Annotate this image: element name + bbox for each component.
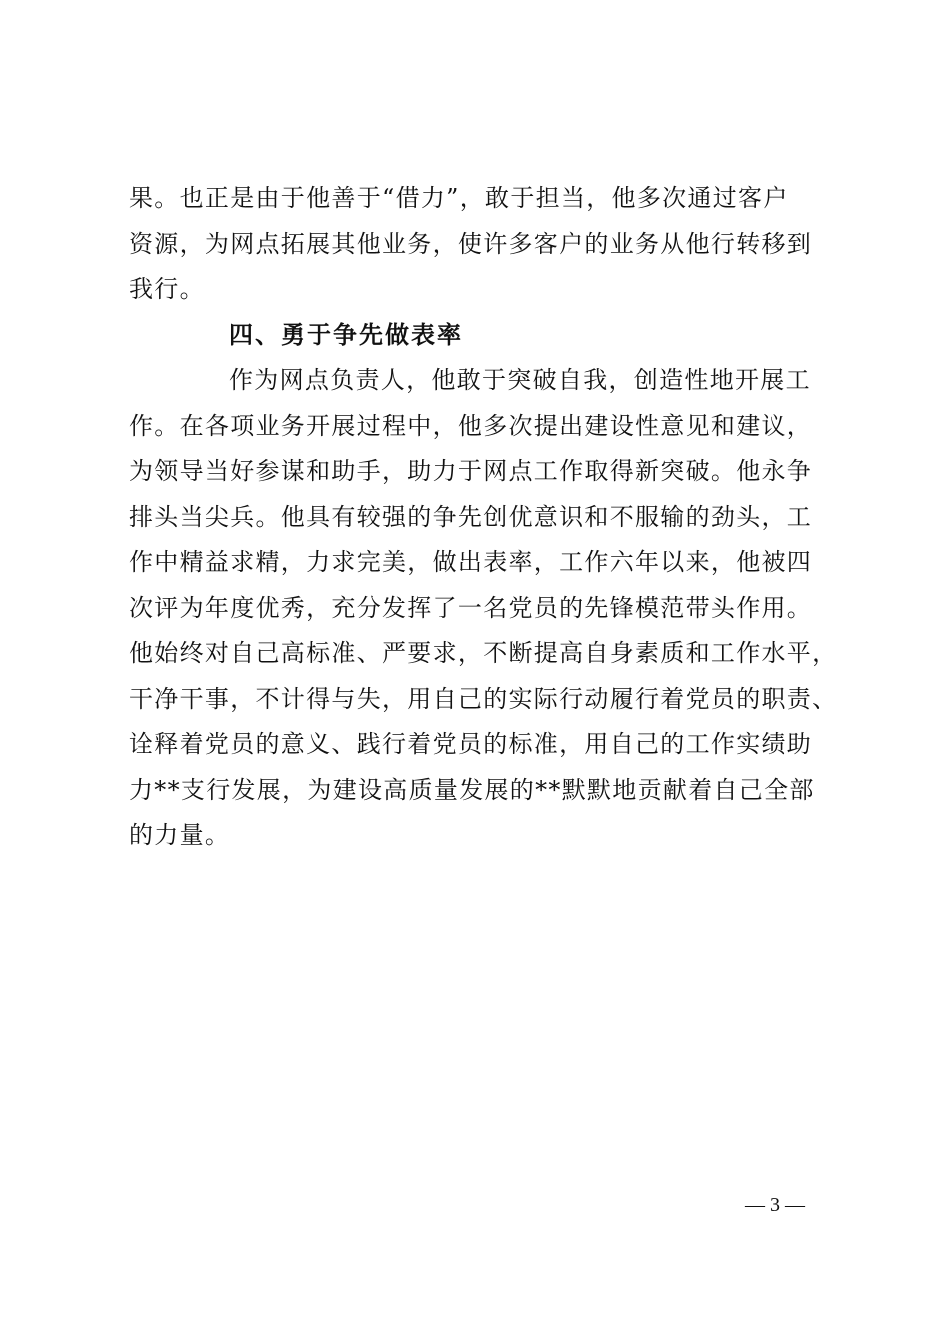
text-line: 作中精益求精，力求完美，做出表率，工作六年以来，他被四 <box>129 548 813 576</box>
text-line: 排头当尖兵。他具有较强的争先创优意识和不服输的劲头，工 <box>129 502 813 531</box>
page-number: — 3 — <box>745 1194 805 1216</box>
text-line: 资源，为网点拓展其他业务，使许多客户的业务从他行转移到 <box>129 229 813 258</box>
document-body <box>129 176 838 859</box>
text-line: 力**支行发展，为建设高质量发展的**默默地贡献着自己全部 <box>129 775 815 804</box>
text-line: 作。在各项业务开展过程中，他多次提出建设性意见和建议， <box>129 411 813 440</box>
section-heading: 四、勇于争先做表率 <box>229 320 463 349</box>
text-line: 为领导当好参谋和助手，助力于网点工作取得新突破。他永争 <box>129 457 813 485</box>
text-line: 他始终对自己高标准、严要求，不断提高自身素质和工作水平， <box>129 639 838 667</box>
text-line: 次评为年度优秀，充分发挥了一名党员的先锋模范带头作用。 <box>129 593 813 622</box>
text-line: 我行。 <box>129 275 205 303</box>
paragraph-first-line: 作为网点负责人，他敢于突破自我，创造性地开展工 <box>229 366 811 394</box>
text-line: 果。也正是由于他善于“借力”，敢于担当，他多次通过客户 <box>129 184 789 212</box>
text-line: 的力量。 <box>129 821 231 849</box>
text-line: 干净干事，不计得与失，用自己的实际行动履行着党员的职责、 <box>129 684 838 713</box>
text-line: 诠释着党员的意义、践行着党员的标准，用自己的工作实绩助 <box>129 730 813 758</box>
